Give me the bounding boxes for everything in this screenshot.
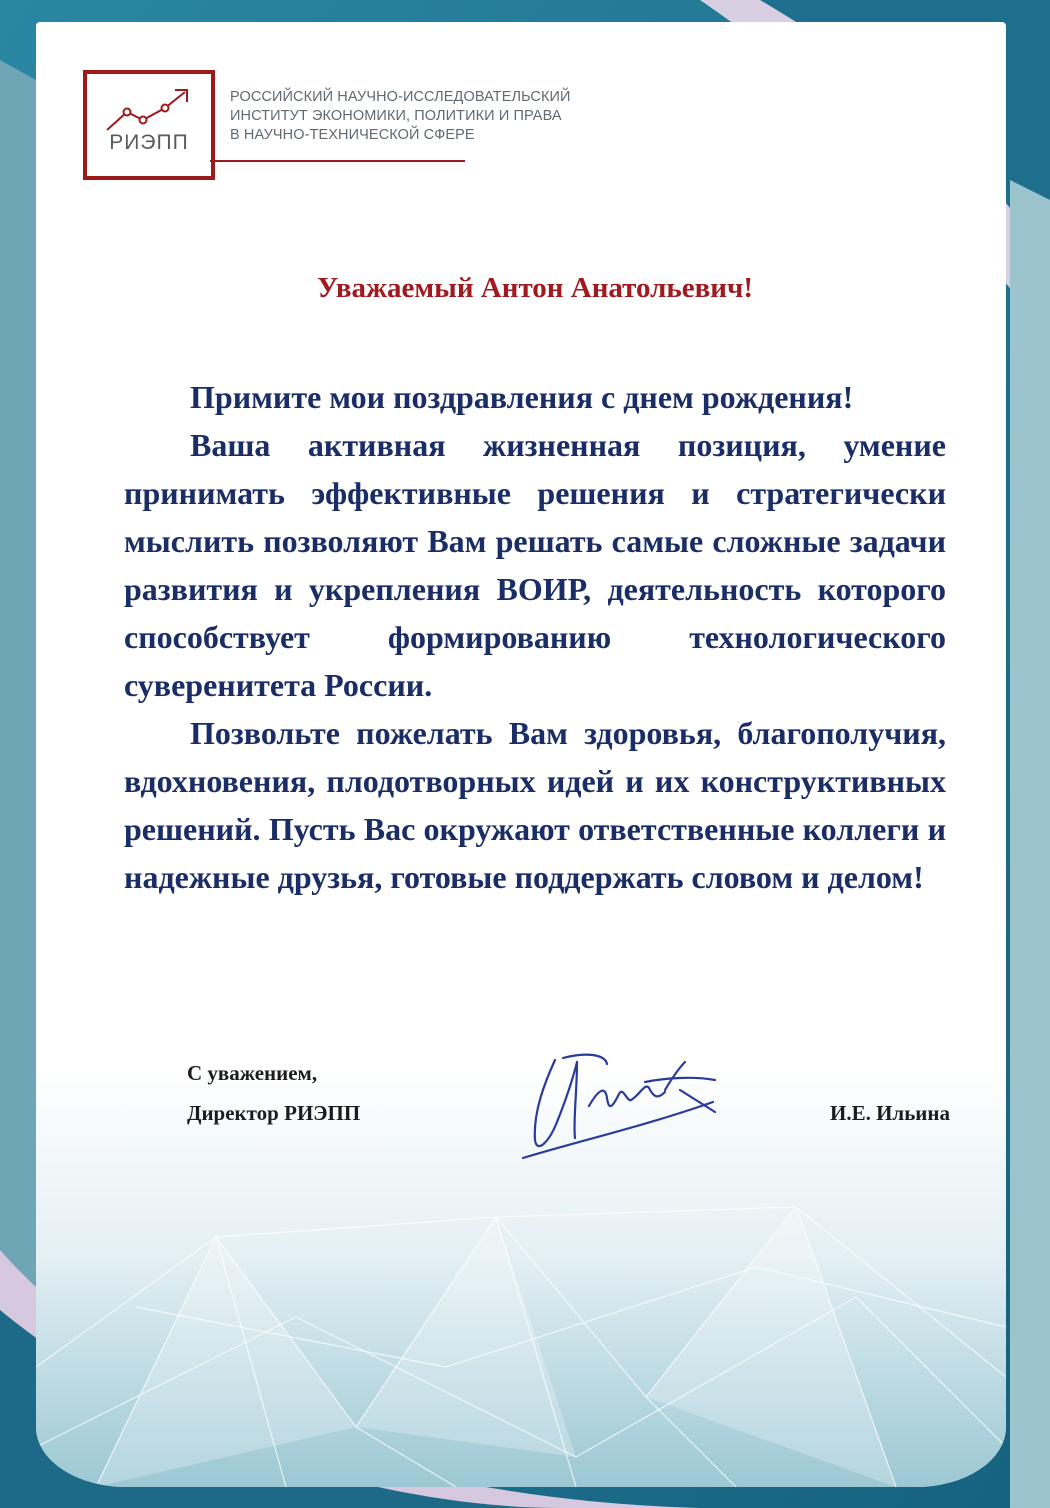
- salutation: Уважаемый Антон Анатольевич!: [316, 272, 754, 304]
- body-paragraph: Позвольте пожелать Вам здоровья, благополучия, вдохновения, плодотворных идей и их конструктивных решений. Пусть Вас окружают ответственные коллеги и надежные друзья, готовые поддержать словом и делом!: [124, 715, 946, 895]
- institution-line: В НАУЧНО-ТЕХНИЧЕСКОЙ СФЕРЕ: [230, 127, 475, 143]
- growth-chart-icon: [103, 86, 198, 136]
- closing: С уважением,: [187, 1061, 318, 1085]
- riepp-logo: [83, 70, 215, 180]
- letter-body: [124, 373, 946, 901]
- signer-name: И.Е. Ильина: [829, 1101, 950, 1125]
- institution-line: ИНСТИТУТ ЭКОНОМИКИ, ПОЛИТИКИ И ПРАВА: [230, 108, 562, 124]
- header-divider: [210, 160, 465, 162]
- logo-abbreviation: РИЭПП: [109, 131, 189, 154]
- handwritten-signature: [515, 1042, 730, 1167]
- signer-position: Директор РИЭПП: [187, 1101, 361, 1125]
- body-paragraph: Примите мои поздравления с днем рождения!: [190, 379, 854, 415]
- body-paragraph: Ваша активная жизненная позиция, умение принимать эффективные решения и стратегически мыслить позволяют Вам решать самые сложные задачи развития и укрепления ВОИР, деятельность которого способствует формированию технологического суверенитета России.: [124, 427, 946, 703]
- institution-line: РОССИЙСКИЙ НАУЧНО-ИССЛЕДОВАТЕЛЬСКИЙ: [230, 89, 571, 105]
- institution-name: [230, 88, 650, 145]
- signature-block: [187, 1053, 487, 1133]
